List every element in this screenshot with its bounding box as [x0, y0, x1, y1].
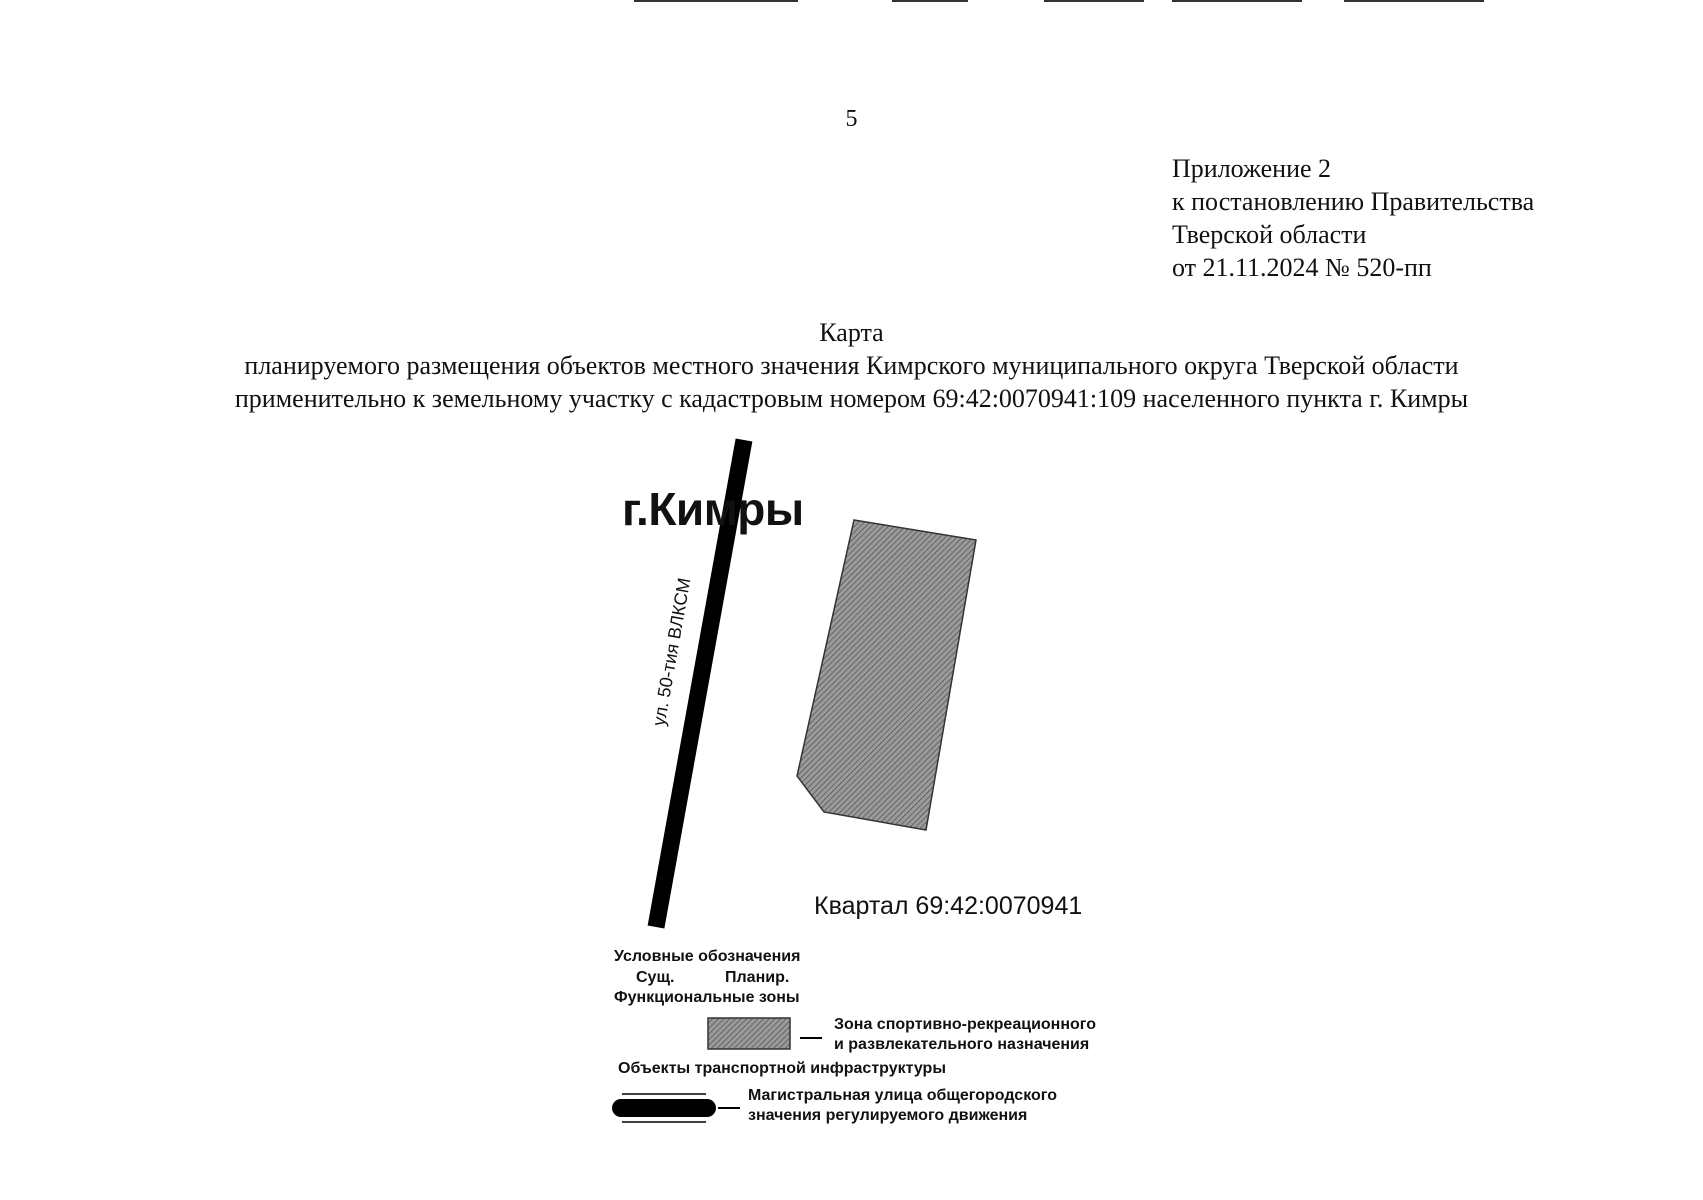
legend-main-street-label: Магистральная улица общегородского [748, 1087, 1057, 1104]
legend-col-planned: Планир. [725, 969, 790, 986]
street-label: ул. 50-тия ВЛКСМ [648, 576, 695, 728]
quarter-label: Квартал 69:42:0070941 [814, 892, 1083, 920]
legend-col-existing: Сущ. [636, 969, 675, 986]
legend-zone-swatch [708, 1018, 790, 1049]
legend-functional-zones: Функциональные зоны [614, 989, 800, 1006]
appendix-line: от 21.11.2024 № 520-пп [1172, 253, 1432, 282]
appendix-line: к постановлению Правительства [1172, 187, 1535, 216]
page-number: 5 [845, 106, 858, 132]
legend-transport-title: Объекты транспортной инфраструктуры [618, 1060, 946, 1077]
legend-street-symbol [612, 1099, 716, 1117]
map-title-line: планируемого размещения объектов местного значения Кимрского муниципального округа Тверской области [244, 351, 1459, 380]
legend-sport-zone-label: и развлекательного назначения [834, 1036, 1090, 1053]
map-title-line: применительно к земельному участку с кадастровым номером 69:42:0070941:109 населенного пункта г. Кимры [234, 384, 1469, 413]
city-label: г.Кимры [622, 483, 804, 535]
legend-main-street-label: значения регулируемого движения [748, 1107, 1028, 1124]
appendix-line: Тверской области [1172, 220, 1367, 249]
legend-title: Условные обозначения [614, 948, 801, 965]
map-title-line: Карта [819, 318, 884, 347]
appendix-line: Приложение 2 [1172, 154, 1332, 183]
sport-recreation-zone [797, 520, 976, 830]
legend-sport-zone-label: Зона спортивно-рекреационного [834, 1016, 1096, 1033]
